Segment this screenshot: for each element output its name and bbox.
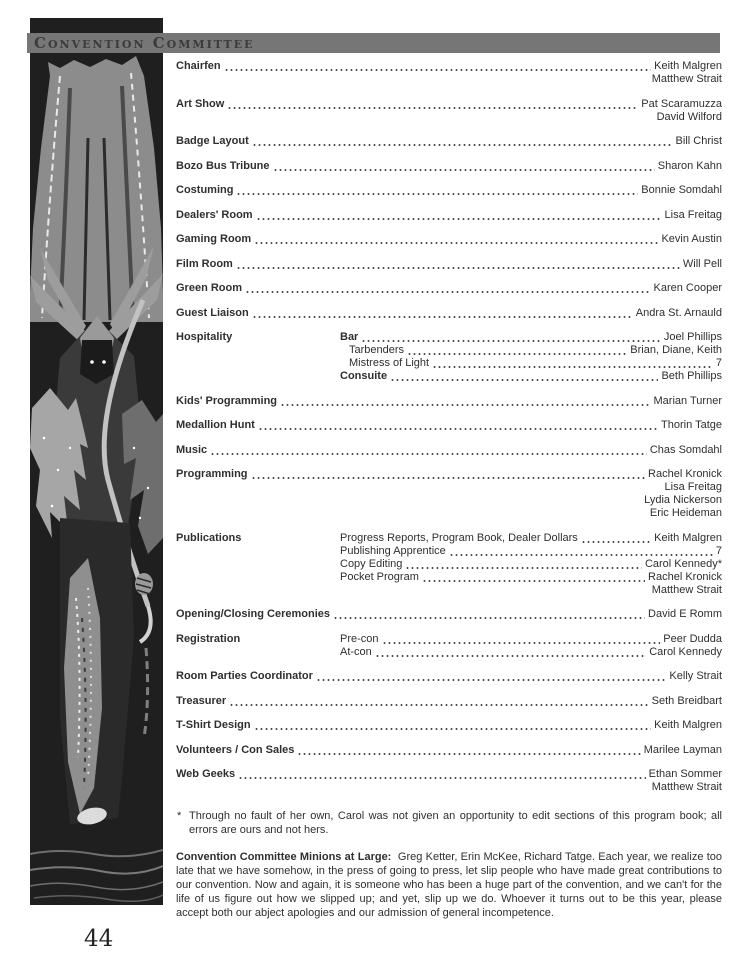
committee-entry: [176, 209, 722, 222]
role-label: Bozo Bus Tribune: [176, 159, 270, 172]
committee-entry: [176, 633, 722, 659]
committee-entry: [176, 468, 722, 520]
role-label: Green Room: [176, 282, 243, 294]
committee-line: [176, 571, 722, 584]
dot-leader: [256, 217, 662, 222]
dot-leader: [236, 266, 680, 271]
dot-leader: [251, 476, 646, 481]
dot-leader: [258, 427, 658, 432]
committee-line: [176, 695, 722, 708]
sub-role-label: Pocket Program: [340, 570, 419, 583]
reaper-illustration: [30, 18, 163, 905]
committee-entry: [176, 695, 722, 708]
committee-line: [176, 532, 722, 545]
dot-leader: [382, 641, 661, 646]
assignee-name: David E Romm: [648, 608, 722, 620]
assignee-name: Marilee Layman: [643, 743, 722, 756]
assignee-name: Keith Malgren: [654, 719, 722, 731]
dot-leader: [422, 579, 645, 584]
assignee-name: Lisa Freitag: [664, 208, 722, 221]
reaper-illustration-svg: [30, 18, 163, 905]
role-label: Hospitality: [176, 331, 233, 343]
committee-line: [176, 608, 722, 621]
committee-line: [176, 160, 722, 173]
committee-entry: [176, 282, 722, 295]
committee-entry: [176, 307, 722, 320]
committee-line: [176, 370, 722, 383]
assignee-name: Carol Kennedy*: [644, 557, 722, 570]
committee-entry: [176, 160, 722, 173]
dot-leader: [224, 68, 652, 73]
dot-leader: [375, 654, 646, 659]
role-label: Medallion Hunt: [176, 419, 255, 431]
assignee-name: Kelly Strait: [669, 670, 722, 682]
assignee-name: Marian Turner: [653, 394, 722, 407]
assignee-name: Rachel Kronick: [648, 570, 722, 583]
assignee-name: Bonnie Somdahl: [641, 184, 722, 196]
committee-entry: [176, 395, 722, 408]
committee-line: [176, 781, 722, 794]
committee-line: [176, 494, 722, 507]
role-label: Publications: [176, 531, 242, 544]
dot-leader: [581, 540, 651, 545]
dot-leader: [252, 315, 633, 320]
committee-entry: [176, 258, 722, 271]
sub-role-label: Pre-con: [340, 632, 379, 645]
role-label: Film Room: [176, 257, 233, 270]
committee-entry: [176, 419, 722, 432]
role-label: Room Parties Coordinator: [176, 670, 313, 682]
committee-line: [176, 258, 722, 271]
committee-entry: [176, 532, 722, 597]
dot-leader: [238, 776, 646, 781]
committee-entry: [176, 60, 722, 86]
sub-role-label: Mistress of Light: [349, 357, 430, 369]
role-label: Art Show: [176, 97, 225, 110]
assignee-name: Keith Malgren: [654, 531, 722, 544]
committee-entry: [176, 444, 722, 457]
committee-line: [176, 545, 722, 558]
role-label: Badge Layout: [176, 135, 249, 147]
role-label: Dealers' Room: [176, 208, 253, 221]
committee-line: [176, 768, 722, 781]
committee-line: [176, 357, 722, 370]
committee-line: [176, 468, 722, 481]
committee-entry: [176, 608, 722, 621]
assignee-name: Will Pell: [682, 257, 722, 270]
dot-leader: [390, 378, 658, 383]
assignee-name: 7: [715, 357, 722, 369]
dot-leader: [316, 678, 667, 683]
role-label: Guest Liaison: [176, 306, 249, 319]
assignee-name: Lisa Freitag: [664, 481, 722, 493]
committee-entry: [176, 135, 722, 148]
dot-leader: [297, 752, 640, 757]
dot-leader: [273, 168, 655, 173]
role-label: Chairfen: [176, 60, 221, 72]
dot-leader: [236, 192, 638, 197]
committee-line: [176, 331, 722, 344]
committee-line: [176, 481, 722, 494]
assignee-name: Rachel Kronick: [648, 468, 722, 480]
dot-leader: [252, 143, 673, 148]
committee-entry: [176, 670, 722, 683]
assignee-name: Keith Malgren: [654, 60, 722, 72]
sub-role-label: Copy Editing: [340, 557, 403, 570]
assignee-name: Beth Phillips: [661, 370, 722, 382]
committee-line: [176, 135, 722, 148]
committee-line: [176, 633, 722, 646]
role-label: Music: [176, 443, 208, 456]
committee-entry: [176, 744, 722, 757]
assignee-name: Ethan Sommer: [648, 768, 722, 780]
assignee-name: Carol Kennedy: [649, 645, 722, 658]
sub-role-label: Tarbenders: [349, 344, 405, 356]
assignee-name: Joel Phillips: [663, 331, 722, 343]
minions-paragraph: [176, 851, 722, 921]
role-label: Programming: [176, 468, 248, 480]
dot-leader: [210, 452, 647, 457]
committee-line: [176, 419, 722, 432]
committee-list: [176, 60, 722, 806]
dot-leader: [254, 241, 658, 246]
assignee-name: Karen Cooper: [653, 282, 722, 294]
committee-line: [176, 584, 722, 597]
minions-lead: Convention Committee Minions at Large:: [176, 851, 392, 863]
committee-entry: [176, 719, 722, 732]
assignee-name: Andra St. Arnauld: [635, 306, 722, 319]
assignee-name: Sharon Kahn: [657, 159, 722, 172]
committee-line: [176, 344, 722, 357]
dot-leader: [361, 339, 661, 344]
committee-line: [176, 184, 722, 197]
role-label: Web Geeks: [176, 768, 236, 780]
role-label: Volunteers / Con Sales: [176, 743, 295, 756]
assignee-name: Thorin Tatge: [661, 419, 722, 431]
section-title: Convention Committee: [34, 33, 255, 52]
dot-leader: [333, 616, 645, 621]
committee-entry: [176, 184, 722, 197]
role-label: Opening/Closing Ceremonies: [176, 608, 331, 620]
minions-text: Greg Ketter, Erin McKee, Richard Tatge. Each year, we realize too late that we have somehow, in the press of going to press, let slip people who have made great contributions to our convention. Now and again, it is someone who has been a huge part of the convention, and we can't for the life of us figure out how we slipped up; and yet, slip up we do. Whoever it turns out to be this year, please accept both our abject apologies and our admission of general incompetence.: [176, 851, 722, 919]
assignee-name: Seth Breidbart: [651, 694, 722, 707]
committee-line: [176, 60, 722, 73]
assignee-name: Eric Heideman: [649, 507, 722, 519]
role-label: T-Shirt Design: [176, 719, 251, 731]
committee-line: [176, 744, 722, 757]
dot-leader: [407, 352, 627, 357]
committee-line: [176, 233, 722, 246]
committee-line: [176, 307, 722, 320]
assignee-name: Pat Scaramuzza: [641, 97, 722, 110]
committee-line: [176, 646, 722, 659]
committee-line: [176, 98, 722, 111]
dot-leader: [245, 290, 650, 295]
committee-line: [176, 111, 722, 124]
section-title-bar: [27, 33, 720, 53]
committee-entry: [176, 768, 722, 794]
role-label: Kids' Programming: [176, 394, 278, 407]
committee-entry: [176, 233, 722, 246]
dot-leader: [229, 703, 649, 708]
sub-role-label: Publishing Apprentice: [340, 544, 446, 557]
sub-role-label: Progress Reports, Program Book, Dealer Dollars: [340, 531, 578, 544]
committee-line: [176, 670, 722, 683]
footnote-marker: *: [177, 810, 182, 822]
assignee-name: Kevin Austin: [661, 233, 722, 245]
assignee-name: Matthew Strait: [651, 583, 722, 596]
assignee-name: Bill Christ: [675, 135, 722, 147]
assignee-name: 7: [715, 544, 722, 557]
committee-line: [176, 558, 722, 571]
committee-line: [176, 444, 722, 457]
dot-leader: [280, 403, 650, 408]
committee-line: [176, 209, 722, 222]
committee-entry: [176, 98, 722, 124]
sub-role-label: At-con: [340, 645, 372, 658]
footnote-text: Through no fault of her own, Carol was not given an opportunity to edit sections of this program book; all errors are ours and not hers.: [189, 810, 722, 836]
sub-role-label: Consuite: [340, 370, 388, 382]
role-label: Registration: [176, 632, 241, 645]
assignee-name: Lydia Nickerson: [644, 494, 722, 506]
assignee-name: David Wilford: [656, 110, 722, 123]
assignee-name: Matthew Strait: [651, 781, 722, 793]
dot-leader: [227, 106, 638, 111]
role-label: Gaming Room: [176, 233, 252, 245]
committee-line: [176, 73, 722, 86]
assignee-name: Chas Somdahl: [649, 443, 722, 456]
sub-role-label: Bar: [340, 331, 359, 343]
committee-line: [176, 507, 722, 520]
role-label: Treasurer: [176, 694, 227, 707]
dot-leader: [254, 727, 652, 732]
committee-entry: [176, 331, 722, 383]
footnote: [176, 810, 722, 837]
role-label: Costuming: [176, 184, 234, 196]
committee-line: [176, 282, 722, 295]
assignee-name: Peer Dudda: [663, 632, 722, 645]
assignee-name: Matthew Strait: [651, 73, 722, 85]
assignee-name: Brian, Diane, Keith: [630, 344, 722, 356]
committee-line: [176, 719, 722, 732]
dot-leader: [405, 566, 642, 571]
page-number: 44: [84, 926, 114, 952]
committee-line: [176, 395, 722, 408]
